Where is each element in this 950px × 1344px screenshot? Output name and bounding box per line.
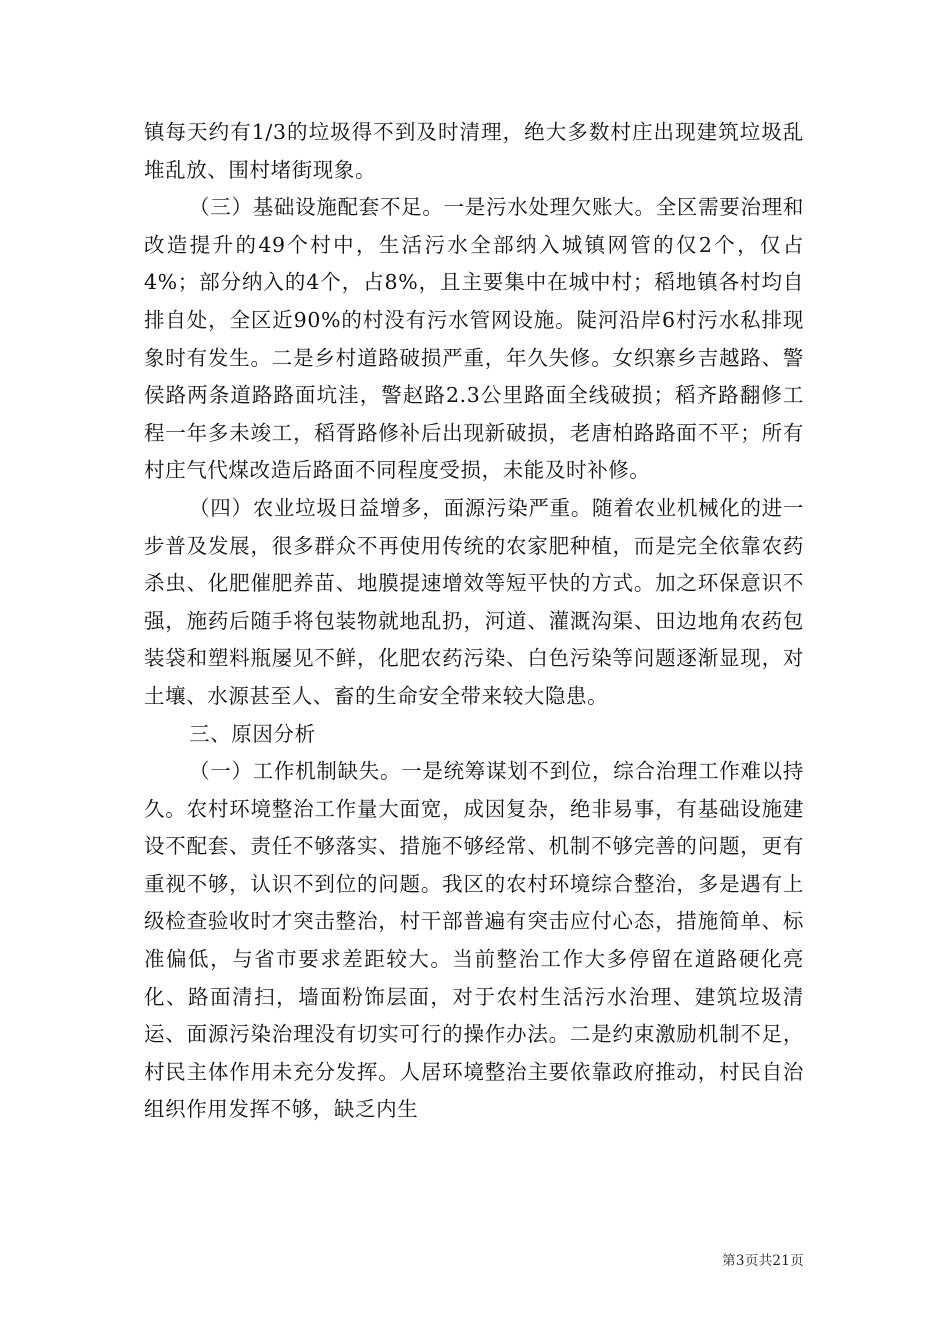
section-heading-cause-analysis: 三、原因分析 bbox=[189, 721, 316, 746]
paragraph-work-mechanism: （一）工作机制缺失。一是统筹谋划不到位，综合治理工作难以持久。农村环境整治工作量大面宽，成因复杂，绝非易事，有基础设施建设不配套、责任不够落实、措施不够经常、机制不够完善的问题，更有重视不够，认识不到位的问题。我区的农村环境综合整治，多是遇有上级检查验收时才突击整治，村干部普遍有突击应付心态，措施简单、标准偏低，与省市要求差距较大。当前整治工作大多停留在道路硬化亮化、路面清扫，墙面粉饰层面，对于农村生活污水治理、建筑垃圾清运、面源污染治理没有切实可行的操作办法。二是约束激励机制不足，村民主体作用未充分发挥。人居环境整治主要依靠政府推动，村民自治组织作用发挥不够，缺乏内生 bbox=[144, 759, 804, 1122]
document-body bbox=[144, 114, 804, 1129]
paragraph-agricultural-waste: （四）农业垃圾日益增多，面源污染严重。随着农业机械化的进一步普及发展，很多群众不再使用传统的农家肥种植，而是完全依靠农药杀虫、化肥催肥养苗、地膜提速增效等短平快的方式。加之环保意识不强，施药后随手将包装物就地乱扔，河道、灌溉沟渠、田边地角农药包装袋和塑料瓶屡见不鲜，化肥农药污染、白色污染等问题逐渐显现，对土壤、水源甚至人、畜的生命安全带来较大隐患。 bbox=[144, 495, 804, 708]
page-number-footer: 第3页共21页 bbox=[722, 1253, 804, 1269]
paragraph-continuation: 镇每天约有1/3的垃圾得不到及时清理，绝大多数村庄出现建筑垃圾乱堆乱放、围村堵街现象。 bbox=[144, 120, 804, 182]
paragraph-infrastructure: （三）基础设施配套不足。一是污水处理欠账大。全区需要治理和改造提升的49个村中，生活污水全部纳入城镇网管的仅2个，仅占4%；部分纳入的4个，占8%，且主要集中在城中村；稻地镇各村均自排自处，全区近90%的村没有污水管网设施。陡河沿岸6村污水私排现象时有发生。二是乡村道路破损严重，年久失修。女织寨乡吉越路、警侯路两条道路路面坑洼，警赵路2.3公里路面全线破损；稻齐路翻修工程一年多未竣工，稻胥路修补后出现新破损，老唐柏路路面不平；所有村庄气代煤改造后路面不同程度受损，未能及时补修。 bbox=[144, 195, 804, 483]
